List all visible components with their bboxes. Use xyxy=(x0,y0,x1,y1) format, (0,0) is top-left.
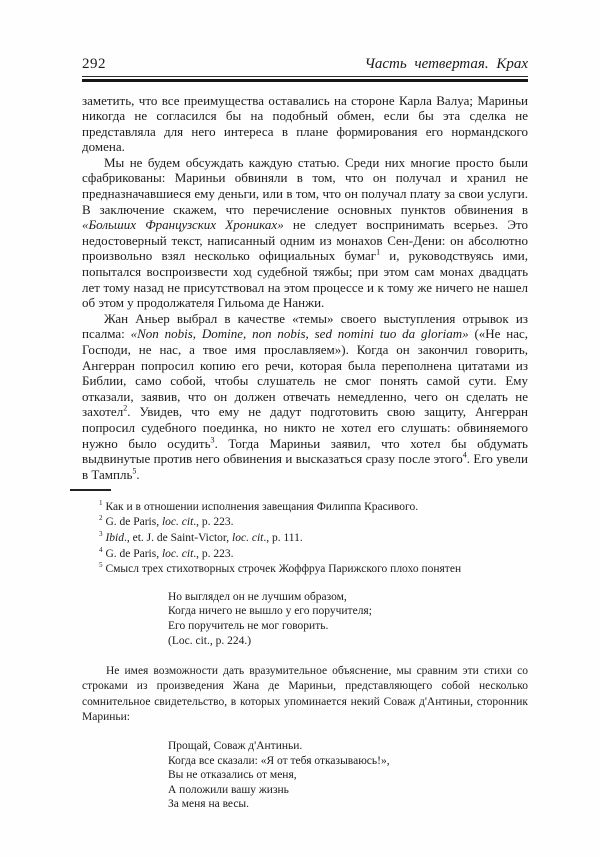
verse-line: Прощай, Соваж д'Антиньи. xyxy=(168,740,303,752)
paragraph: Мы не будем обсуждать каждую статью. Среди них многие просто были сфабрикованы: Мариньи обвиняли в том, что он получал и хранил не предназначавшиеся ему деньги, или в том, что он получал плату за свои услуги. В заключение скажем, что перечисление основных пунктов обвинения в «Больших Французских Хрониках» не следует воспринимать всерьез. Это недостоверный текст, написанный одним из монахов Сен-Дени: он абсолютно произвольно взял несколько официальных бумаг$^1$ и, руководствуясь ими, попытался воспроизвести ход судебной тяжбы; при этом сам монах двадцать лет тому назад не присутствовал на этом процессе и к тому же ничего не нашел об этом у продолжателя Гильома де Нанжи. xyxy=(82,154,528,311)
verse-line: Но выглядел он не лучшим образом, xyxy=(168,590,347,603)
paragraph: Жан Аньер выбрал в качестве «темы» своего выступления отрывок из псалма: «Non nobis, Domine, non nobis, sed nomini tuo da gloriam» («Не нас, Господи, не нас, а твое имя прославляем»). Когда он закончил говорить, Ангерран попросил копию его речи, которая была переполнена цитатами из Библии, само собой, чтобы слушатель не смог понять самой сути. Ему отказали, заявив, что он должен отвечать немедленно, чего он сделать не захотел$^2$. Увидев, что ему не дадут подготовить свою защиту, Ангерран попросил судебного поединка, но никто не хотел его слушать: обвиняемого нужно было осудить$^3$. Тогда Мариньи заявил, что хотел бы обдумать выдвинутые против него обвинения и высказаться сразу после этого$^4$. Его увели в Тампль$^5$. xyxy=(82,310,528,482)
footnote-continuation-paragraph: Не имея возможности дать вразумительное объяснение, мы сравним эти стихи со строками из произведения Жана де Мариньи, представляющего собой несколько сомнительное свидетельство, в которых упоминается некий Соваж д'Антиньи, сторонник Мариньи: xyxy=(82,665,528,723)
verse-block-2 xyxy=(168,739,528,812)
page-number: 292 xyxy=(82,56,106,72)
body-text xyxy=(82,93,528,483)
footnote-3: $^3$ Ibid., et. J. de Saint-Victor, loc. cit., p. 111. xyxy=(99,530,303,545)
verse-line: А положили вашу жизнь xyxy=(168,783,289,796)
verse-line: За меня на весы. xyxy=(168,798,250,811)
header-rule-thin xyxy=(82,76,528,77)
footnote-1: $^1$ Как и в отношении исполнения завещания Филиппа Красивого. xyxy=(99,499,419,513)
footnote-separator xyxy=(70,489,111,491)
footnote-5: $^5$ Смысл трех стихотворных строчек Жоффруа Парижского плохо понятен xyxy=(99,561,462,576)
footnote-4: $^4$ G. de Paris, loc. cit., p. 223. xyxy=(99,545,234,560)
paragraph-continuation: заметить, что все преимущества оставались на стороне Карла Валуа; Мариньи никогда не согласился бы на подобный обмен, если бы эта сделка не представляла для него интереса в плане формирования его нормандского домена. xyxy=(82,92,528,155)
verse-citation: (Loc. cit., p. 224.) xyxy=(168,634,252,647)
header-rule-thick xyxy=(82,79,528,82)
verse-block-1 xyxy=(168,590,528,648)
verse-line: Вы не отказались от меня, xyxy=(168,769,297,782)
footnotes xyxy=(82,500,528,578)
running-title: Часть четвертая. Крах xyxy=(364,56,528,72)
verse-line: Его поручитель не мог говорить. xyxy=(168,620,329,632)
page-header xyxy=(82,56,528,73)
verse-line: Когда ничего не вышло у его поручителя; xyxy=(168,605,372,618)
verse-line: Когда все сказали: «Я от тебя отказываюсь!», xyxy=(168,754,390,767)
header-rule xyxy=(82,76,528,82)
footnote-2: $^2$ G. de Paris, loc. cit., p. 223. xyxy=(99,514,234,529)
footnote-continuation xyxy=(82,664,528,725)
